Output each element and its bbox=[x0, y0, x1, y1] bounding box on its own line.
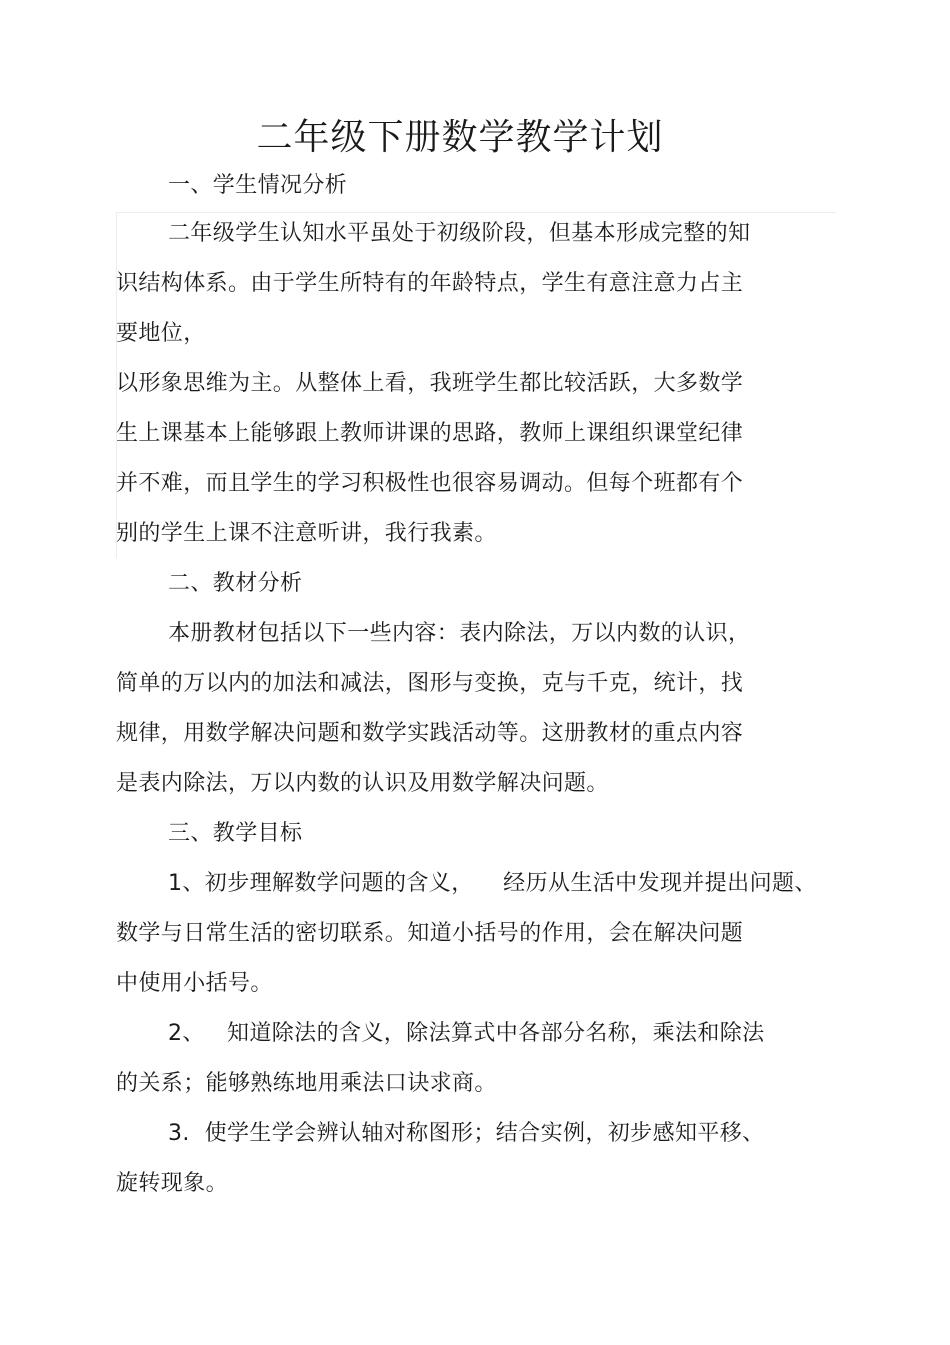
paragraph-line: 本册教材包括以下一些内容：表内除法，万以内数的认识， bbox=[168, 621, 751, 646]
section-heading-student-analysis: 一、学生情况分析 bbox=[168, 173, 348, 198]
paragraph-line: 旋转现象。 bbox=[116, 1171, 229, 1196]
paragraph-line: 是表内除法，万以内数的认识及用数学解决问题。 bbox=[116, 771, 609, 796]
paragraph-line: 的关系；能够熟练地用乘法口诀求商。 bbox=[116, 1071, 497, 1096]
paragraph-line: 生上课基本上能够跟上教师讲课的思路，教师上课组织课堂纪律 bbox=[116, 421, 744, 446]
paragraph-line: 以形象思维为主。从整体上看，我班学生都比较活跃，大多数学 bbox=[116, 371, 744, 396]
paragraph-line: 识结构体系。由于学生所特有的年龄特点，学生有意注意力占主 bbox=[116, 271, 744, 296]
paragraph-line: 简单的万以内的加法和减法，图形与变换，克与千克，统计，找 bbox=[116, 671, 744, 696]
goal-item-3: 3. 使学生学会辨认轴对称图形；结合实例，初步感知平移、 bbox=[168, 1121, 765, 1146]
goal-item-2: 2、 知道除法的含义，除法算式中各部分名称，乘法和除法 bbox=[168, 1021, 765, 1046]
paragraph-line: 并不难，而且学生的学习积极性也很容易调动。但每个班都有个 bbox=[116, 471, 744, 496]
paragraph-line: 别的学生上课不注意听讲，我行我素。 bbox=[116, 521, 497, 546]
paragraph-line: 二年级学生认知水平虽处于初级阶段，但基本形成完整的知 bbox=[168, 221, 751, 246]
section-heading-textbook-analysis: 二、教材分析 bbox=[168, 571, 303, 596]
goal-item-1: 1、初步理解数学问题的含义， 经历从生活中发现并提出问题、 bbox=[168, 871, 817, 896]
document-title: 二年级下册数学教学计划 bbox=[256, 117, 664, 158]
paragraph-line: 规律，用数学解决问题和数学实践活动等。这册教材的重点内容 bbox=[116, 721, 744, 746]
section-heading-teaching-goals: 三、教学目标 bbox=[168, 821, 303, 846]
paragraph-line: 要地位， bbox=[116, 321, 206, 346]
paragraph-line: 中使用小括号。 bbox=[116, 971, 273, 996]
paragraph-line: 数学与日常生活的密切联系。知道小括号的作用，会在解决问题 bbox=[116, 921, 744, 946]
